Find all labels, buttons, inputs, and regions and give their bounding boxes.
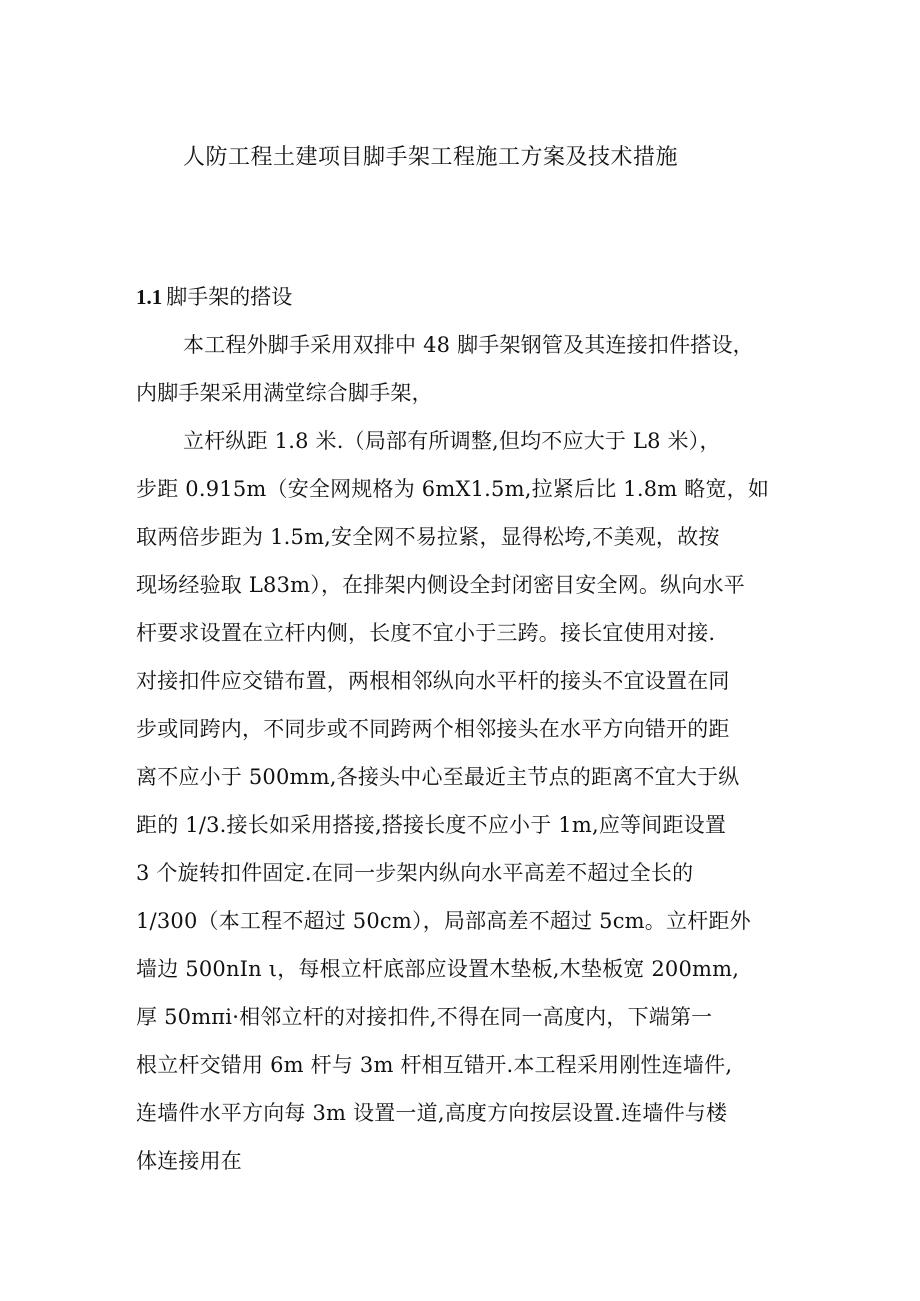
body-line: 3 个旋转扣件固定.在同一步架内纵向水平高差不超过全长的 [136, 861, 694, 885]
body-line: 体连接用在 [136, 1149, 242, 1173]
body-line: 墙边 500nIn ι，每根立杆底部应设置木垫板,木垫板宽 200mm, [136, 957, 740, 981]
section-heading [136, 281, 636, 313]
section-title: 脚手架的搭设 [166, 285, 293, 309]
body-line: 现场经验取 L83m），在排架内侧设全封闭密目安全网。纵向水平 [136, 573, 745, 597]
body-line: 厚 50mπi·相邻立杆的对接扣件,不得在同一高度内，下端第一 [136, 1005, 713, 1029]
body-line: 内脚手架采用满堂综合脚手架， [136, 381, 433, 405]
body-line: 对接扣件应交错布置，两根相邻纵向水平杆的接头不宜设置在同 [136, 669, 730, 693]
body-line: 取两倍步距为 1.5m,安全网不易拉紧，显得松垮,不美观，故按 [136, 525, 720, 549]
body-line: 距的 1/3.接长如采用搭接,搭接长度不应小于 1m,应等间距设置 [136, 813, 727, 837]
body-line: 立杆纵距 1.8 米.（局部有所调整,但均不应大于 L8 米）， [183, 429, 721, 453]
body-line: 杆要求设置在立杆内侧，长度不宜小于三跨。接长宜使用对接. [136, 621, 716, 645]
body-line: 连墙件水平方向每 3m 设置一道,高度方向按层设置.连墙件与楼 [136, 1101, 728, 1125]
body-line: 根立杆交错用 6m 杆与 3m 杆相互错开.本工程采用刚性连墙件, [136, 1053, 733, 1077]
body-line: 步或同跨内，不同步或不同跨两个相邻接头在水平方向错开的距 [136, 717, 730, 741]
document-title: 人防工程土建项目脚手架工程施工方案及技术措施 [183, 145, 679, 170]
section-number: 1.1 [136, 285, 163, 309]
body-line: 本工程外脚手采用双排中 48 脚手架钢管及其连接扣件搭设， [183, 333, 754, 357]
body-line: 1/300（本工程不超过 50cm），局部高差不超过 5cm。立杆距外 [136, 909, 751, 933]
body-line: 步距 0.915m（安全网规格为 6mX1.5m,拉紧后比 1.8m 略宽，如 [136, 477, 770, 501]
body-line: 离不应小于 500mm,各接头中心至最近主节点的距离不宜大于纵 [136, 765, 740, 789]
